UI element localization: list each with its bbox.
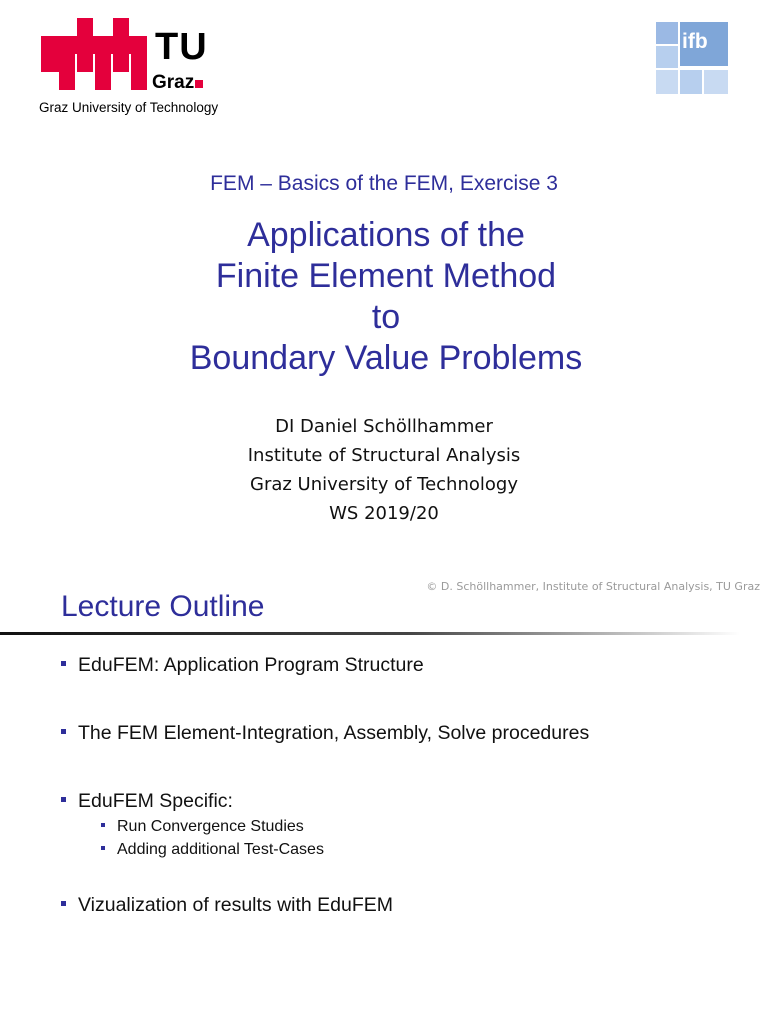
tu-logo-dot [195,80,203,88]
title-line: Boundary Value Problems [189,339,583,377]
bullet-text: Vizualization of results with EduFEM [78,894,394,916]
subbullet-marker [101,823,105,827]
tu-logo-city: Graz [152,73,203,92]
title-line: Applications of the [247,216,525,254]
bullet-marker [61,661,66,666]
author-institute: Institute of Structural Analysis [247,445,521,466]
slide-subtitle: FEM – Basics of the FEM, Exercise 3 [210,172,558,195]
title-line: to [371,298,401,336]
ifb-logo-text: ifb [682,30,708,53]
tu-graz-logo [38,18,238,118]
outline-bullet [61,894,393,917]
outline-bullet [61,654,424,677]
bullet-marker [61,797,66,802]
author-university: Graz University of Technology [250,474,518,495]
tu-caption: Graz University of Technology [39,100,219,115]
bullet-text: The FEM Element-Integration, Assembly, Solve procedures [78,722,590,744]
outline-title: Lecture Outline [61,590,265,623]
author-name: DI Daniel Schöllhammer [275,416,493,437]
tu-graz-logo-mark [38,18,158,98]
slide-main-title [0,215,768,379]
outline-bullet [61,722,589,745]
bullet-text: EduFEM Specific: [78,790,233,812]
outline-subbullet [101,818,304,836]
ifb-logo [656,22,728,94]
tu-logo-text: TU [155,26,208,68]
subbullet-text: Adding additional Test-Cases [117,841,324,858]
copyright-notice: © D. Schöllhammer, Institute of Structural Analysis, TU Graz [426,580,760,593]
bullet-marker [61,901,66,906]
title-line: Finite Element Method [215,257,557,295]
author-block [0,412,768,528]
semester: WS 2019/20 [329,503,439,524]
subbullet-text: Run Convergence Studies [117,818,304,835]
outline-slide [0,560,768,1024]
subbullet-marker [101,846,105,850]
outline-subbullet [101,841,324,859]
outline-bullet [61,790,233,813]
bullet-text: EduFEM: Application Program Structure [78,654,424,676]
title-divider [0,632,740,635]
bullet-marker [61,729,66,734]
